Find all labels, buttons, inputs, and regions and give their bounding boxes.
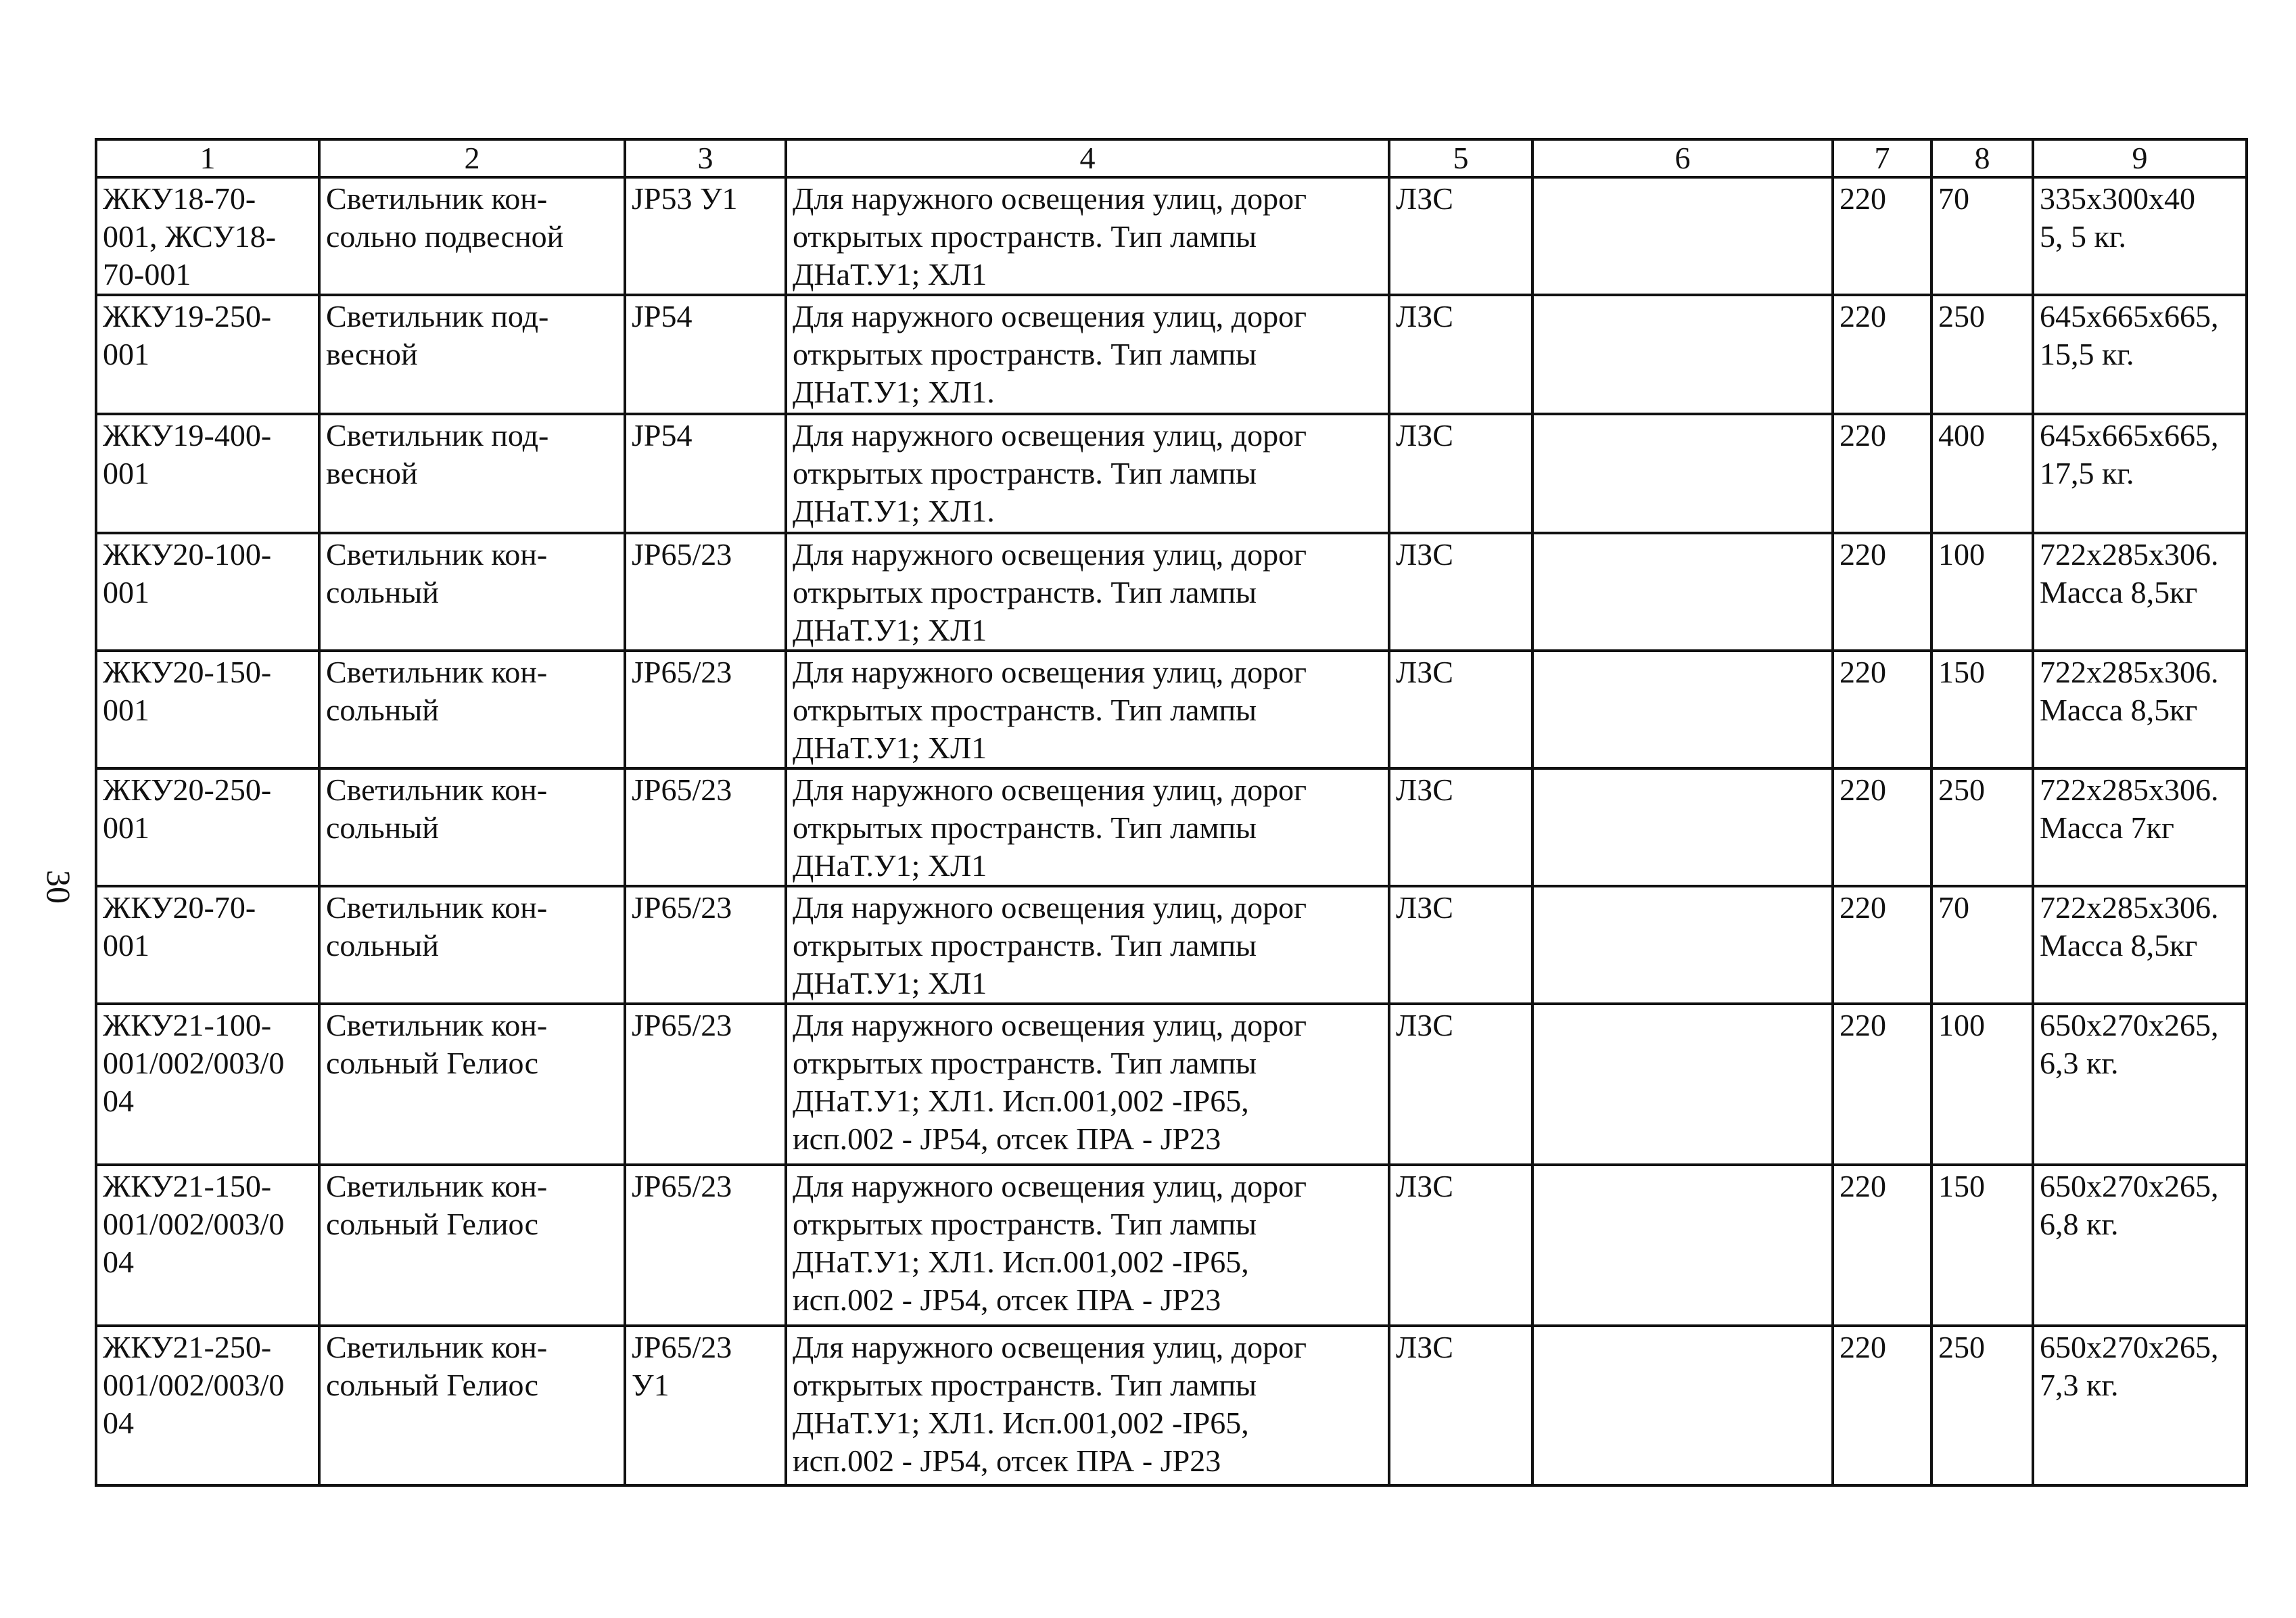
table-body — [96, 177, 2247, 1485]
protection-class-cell: JP65/23 — [625, 533, 786, 651]
lamp-power-cell: 150 — [1931, 1165, 2033, 1326]
lamp-power-cell: 100 — [1931, 1004, 2033, 1165]
protection-class-cell: JP65/23 У1 — [625, 1326, 786, 1485]
dimensions-weight-cell: 722x285x306. Масса 8,5кг — [2033, 533, 2247, 651]
voltage-cell: 220 — [1833, 1165, 1931, 1326]
column-header-9: 9 — [2033, 139, 2247, 177]
table-row — [96, 1165, 2247, 1326]
lamp-power-cell: 70 — [1931, 177, 2033, 295]
luminaire-spec-table — [95, 138, 2248, 1487]
luminaire-type-cell: Светильник кон- сольный Гелиос — [319, 1004, 625, 1165]
luminaire-code-cell: ЖКУ21-250- 001/002/003/0 04 — [96, 1326, 319, 1485]
protection-class-cell: JP65/23 — [625, 1004, 786, 1165]
protection-class-cell: JP54 — [625, 414, 786, 533]
notes-cell — [1532, 533, 1833, 651]
application-description-cell: Для наружного освещения улиц, дорог открытых пространств. Тип лампы ДНаТ.У1; ХЛ1. — [786, 414, 1389, 533]
luminaire-code-cell: ЖКУ18-70- 001, ЖСУ18- 70-001 — [96, 177, 319, 295]
voltage-cell: 220 — [1833, 533, 1931, 651]
dimensions-weight-cell: 650x270x265, 6,8 кг. — [2033, 1165, 2247, 1326]
lamp-power-cell: 250 — [1931, 295, 2033, 414]
luminaire-type-cell: Светильник под- весной — [319, 414, 625, 533]
notes-cell — [1532, 177, 1833, 295]
table-row — [96, 651, 2247, 768]
dimensions-weight-cell: 650x270x265, 7,3 кг. — [2033, 1326, 2247, 1485]
table-row — [96, 295, 2247, 414]
table-row — [96, 414, 2247, 533]
voltage-cell: 220 — [1833, 414, 1931, 533]
table-row — [96, 1004, 2247, 1165]
protection-class-cell: JP65/23 — [625, 651, 786, 768]
notes-cell — [1532, 1004, 1833, 1165]
protection-class-cell: JP53 У1 — [625, 177, 786, 295]
application-description-cell: Для наружного освещения улиц, дорог открытых пространств. Тип лампы ДНаТ.У1; ХЛ1 — [786, 768, 1389, 886]
luminaire-code-cell: ЖКУ21-100- 001/002/003/0 04 — [96, 1004, 319, 1165]
voltage-cell: 220 — [1833, 768, 1931, 886]
column-header-6: 6 — [1532, 139, 1833, 177]
voltage-cell: 220 — [1833, 651, 1931, 768]
column-header-3: 3 — [625, 139, 786, 177]
dimensions-weight-cell: 650x270x265, 6,3 кг. — [2033, 1004, 2247, 1165]
table-row — [96, 177, 2247, 295]
luminaire-code-cell: ЖКУ21-150- 001/002/003/0 04 — [96, 1165, 319, 1326]
climatic-code-cell: ЛЗС — [1389, 1326, 1532, 1485]
dimensions-weight-cell: 722x285x306. Масса 8,5кг — [2033, 651, 2247, 768]
luminaire-code-cell: ЖКУ20-150- 001 — [96, 651, 319, 768]
notes-cell — [1532, 295, 1833, 414]
lamp-power-cell: 400 — [1931, 414, 2033, 533]
luminaire-type-cell: Светильник под- весной — [319, 295, 625, 414]
dimensions-weight-cell: 722x285x306. Масса 7кг — [2033, 768, 2247, 886]
column-header-5: 5 — [1389, 139, 1532, 177]
climatic-code-cell: ЛЗС — [1389, 414, 1532, 533]
application-description-cell: Для наружного освещения улиц, дорог открытых пространств. Тип лампы ДНаТ.У1; ХЛ1. Исп.001,002 -IP65, исп.002 - JP54, отсек ПРА - JP23 — [786, 1165, 1389, 1326]
notes-cell — [1532, 1326, 1833, 1485]
notes-cell — [1532, 1165, 1833, 1326]
luminaire-code-cell: ЖКУ20-250- 001 — [96, 768, 319, 886]
application-description-cell: Для наружного освещения улиц, дорог открытых пространств. Тип лампы ДНаТ.У1; ХЛ1. Исп.001,002 -IP65, исп.002 - JP54, отсек ПРА - JP23 — [786, 1326, 1389, 1485]
column-header-7: 7 — [1833, 139, 1931, 177]
climatic-code-cell: ЛЗС — [1389, 295, 1532, 414]
application-description-cell: Для наружного освещения улиц, дорог открытых пространств. Тип лампы ДНаТ.У1; ХЛ1. Исп.001,002 -IP65, исп.002 - JP54, отсек ПРА - JP23 — [786, 1004, 1389, 1165]
lamp-power-cell: 250 — [1931, 1326, 2033, 1485]
climatic-code-cell: ЛЗС — [1389, 651, 1532, 768]
protection-class-cell: JP65/23 — [625, 1165, 786, 1326]
table-header-row — [96, 139, 2247, 177]
voltage-cell: 220 — [1833, 886, 1931, 1004]
voltage-cell: 220 — [1833, 1004, 1931, 1165]
lamp-power-cell: 70 — [1931, 886, 2033, 1004]
luminaire-type-cell: Светильник кон- сольный — [319, 651, 625, 768]
lamp-power-cell: 250 — [1931, 768, 2033, 886]
application-description-cell: Для наружного освещения улиц, дорог открытых пространств. Тип лампы ДНаТ.У1; ХЛ1 — [786, 886, 1389, 1004]
dimensions-weight-cell: 645x665x665, 17,5 кг. — [2033, 414, 2247, 533]
dimensions-weight-cell: 335x300x40 5, 5 кг. — [2033, 177, 2247, 295]
luminaire-type-cell: Светильник кон- сольный — [319, 533, 625, 651]
dimensions-weight-cell: 722x285x306. Масса 8,5кг — [2033, 886, 2247, 1004]
dimensions-weight-cell: 645x665x665, 15,5 кг. — [2033, 295, 2247, 414]
luminaire-type-cell: Светильник кон- сольный — [319, 768, 625, 886]
protection-class-cell: JP65/23 — [625, 768, 786, 886]
column-header-1: 1 — [96, 139, 319, 177]
notes-cell — [1532, 768, 1833, 886]
luminaire-type-cell: Светильник кон- сольно подвесной — [319, 177, 625, 295]
protection-class-cell: JP65/23 — [625, 886, 786, 1004]
voltage-cell: 220 — [1833, 295, 1931, 414]
application-description-cell: Для наружного освещения улиц, дорог открытых пространств. Тип лампы ДНаТ.У1; ХЛ1. — [786, 295, 1389, 414]
table-row — [96, 1326, 2247, 1485]
luminaire-code-cell: ЖКУ20-100- 001 — [96, 533, 319, 651]
luminaire-type-cell: Светильник кон- сольный Гелиос — [319, 1165, 625, 1326]
protection-class-cell: JP54 — [625, 295, 786, 414]
column-header-8: 8 — [1931, 139, 2033, 177]
application-description-cell: Для наружного освещения улиц, дорог открытых пространств. Тип лампы ДНаТ.У1; ХЛ1 — [786, 533, 1389, 651]
climatic-code-cell: ЛЗС — [1389, 768, 1532, 886]
table-row — [96, 768, 2247, 886]
climatic-code-cell: ЛЗС — [1389, 1004, 1532, 1165]
lamp-power-cell: 100 — [1931, 533, 2033, 651]
luminaire-code-cell: ЖКУ19-250- 001 — [96, 295, 319, 414]
voltage-cell: 220 — [1833, 177, 1931, 295]
voltage-cell: 220 — [1833, 1326, 1931, 1485]
luminaire-type-cell: Светильник кон- сольный Гелиос — [319, 1326, 625, 1485]
climatic-code-cell: ЛЗС — [1389, 533, 1532, 651]
column-header-4: 4 — [786, 139, 1389, 177]
climatic-code-cell: ЛЗС — [1389, 1165, 1532, 1326]
page-number: 30 — [40, 870, 78, 904]
application-description-cell: Для наружного освещения улиц, дорог открытых пространств. Тип лампы ДНаТ.У1; ХЛ1 — [786, 651, 1389, 768]
lamp-power-cell: 150 — [1931, 651, 2033, 768]
table-row — [96, 886, 2247, 1004]
notes-cell — [1532, 651, 1833, 768]
notes-cell — [1532, 414, 1833, 533]
table-row — [96, 533, 2247, 651]
luminaire-code-cell: ЖКУ19-400- 001 — [96, 414, 319, 533]
notes-cell — [1532, 886, 1833, 1004]
luminaire-code-cell: ЖКУ20-70- 001 — [96, 886, 319, 1004]
column-header-2: 2 — [319, 139, 625, 177]
climatic-code-cell: ЛЗС — [1389, 886, 1532, 1004]
climatic-code-cell: ЛЗС — [1389, 177, 1532, 295]
application-description-cell: Для наружного освещения улиц, дорог открытых пространств. Тип лампы ДНаТ.У1; ХЛ1 — [786, 177, 1389, 295]
luminaire-type-cell: Светильник кон- сольный — [319, 886, 625, 1004]
